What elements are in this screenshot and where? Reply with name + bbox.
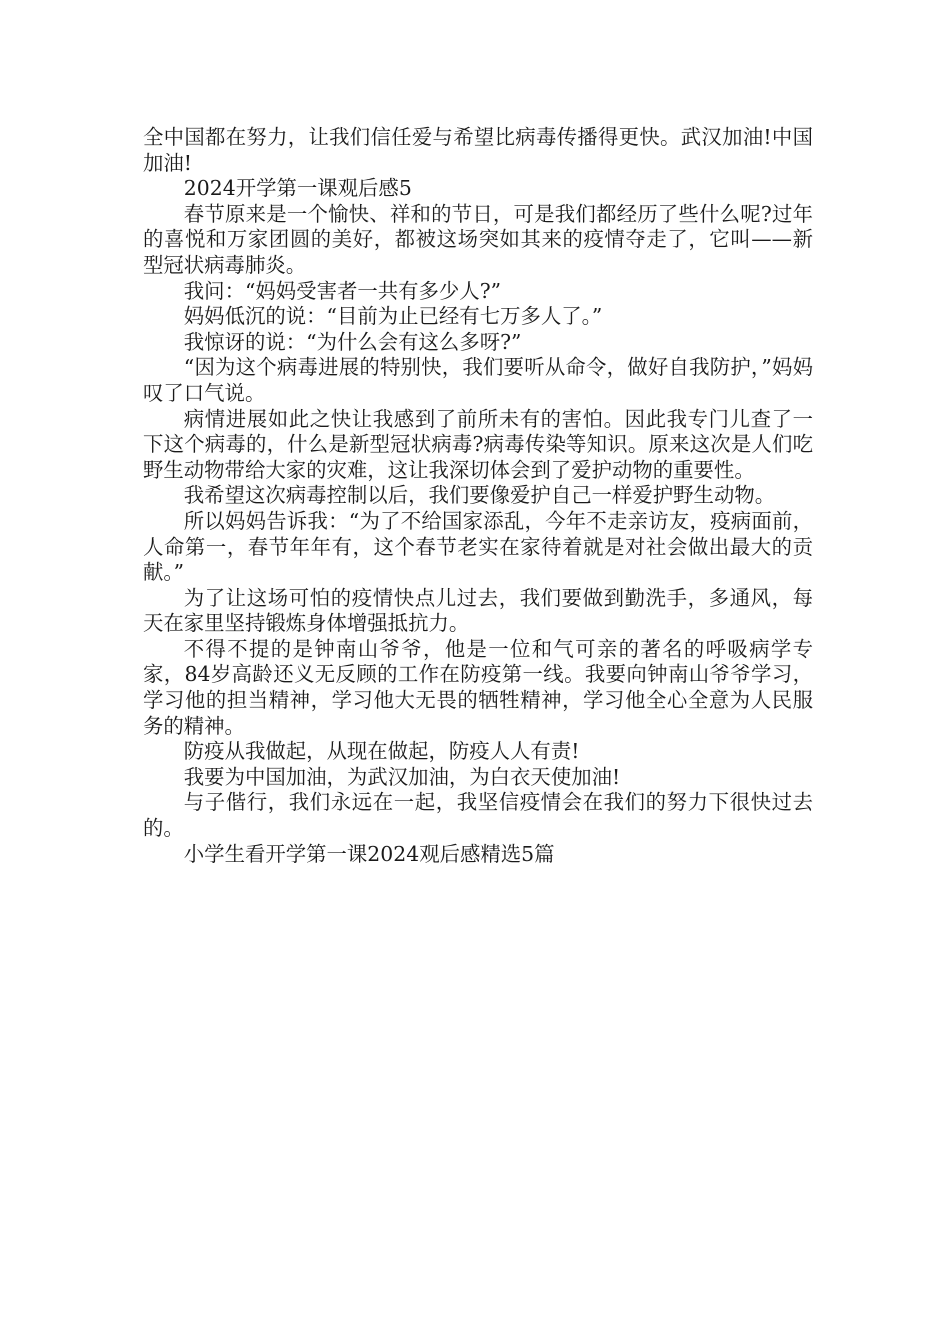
paragraph-14: 与子偕行，我们永远在一起，我坚信疫情会在我们的努力下很快过去的。 xyxy=(143,790,813,841)
paragraph-4: 妈妈低沉的说：“目前为止已经有七万多人了。” xyxy=(183,304,603,329)
paragraph-7: 病情进展如此之快让我感到了前所未有的害怕。因此我专门儿查了一下这个病毒的，什么是新型冠状病毒?病毒传染等知识。原来这次是人们吃野生动物带给大家的灾难，这让我深切体会到了爱护动物的重要性。 xyxy=(143,406,813,482)
paragraph-10: 为了让这场可怕的疫情快点儿过去，我们要做到勤洗手，多通风，每天在家里坚持锻炼身体增强抵抗力。 xyxy=(143,585,813,636)
paragraph-8: 我希望这次病毒控制以后，我们要像爱护自己一样爱护野生动物。 xyxy=(183,483,776,508)
paragraph-9: 所以妈妈告诉我：“为了不给国家添乱，今年不走亲访友，疫病面前，人命第一，春节年年有，这个春节老实在家待着就是对社会做出最大的贡献。” xyxy=(143,508,813,585)
paragraph-12: 防疫从我做起，从现在做起，防疫人人有责! xyxy=(183,739,580,764)
paragraph-1: 全中国都在努力，让我们信任爱与希望比病毒传播得更快。武汉加油!中国加油! xyxy=(143,125,813,175)
closing-title: 小学生看开学第一课2024观后感精选5篇 xyxy=(183,841,555,866)
document-body xyxy=(143,125,813,867)
paragraph-2: 春节原来是一个愉快、祥和的节日，可是我们都经历了些什么呢?过年的喜悦和万家团圆的美好，都被这场突如其来的疫情夺走了，它叫——新型冠状病毒肺炎。 xyxy=(143,201,813,277)
paragraph-3: 我问：“妈妈受害者一共有多少人?” xyxy=(183,278,502,303)
paragraph-13: 我要为中国加油，为武汉加油，为白衣天使加油! xyxy=(183,764,621,789)
paragraph-6: “因为这个病毒进展的特别快，我们要听从命令，做好自我防护，”妈妈叹了口气说。 xyxy=(143,355,813,405)
section-heading: 2024开学第一课观后感5 xyxy=(183,176,412,201)
paragraph-11: 不得不提的是钟南山爷爷，他是一位和气可亲的著名的呼吸病学专家，84岁高龄还义无反顾的工作在防疫第一线。我要向钟南山爷爷学习，学习他的担当精神，学习他大无畏的牺牲精神，学习他全心全意为人民服务的精神。 xyxy=(143,636,813,738)
paragraph-5: 我惊讶的说：“为什么会有这么多呀?” xyxy=(183,329,522,354)
